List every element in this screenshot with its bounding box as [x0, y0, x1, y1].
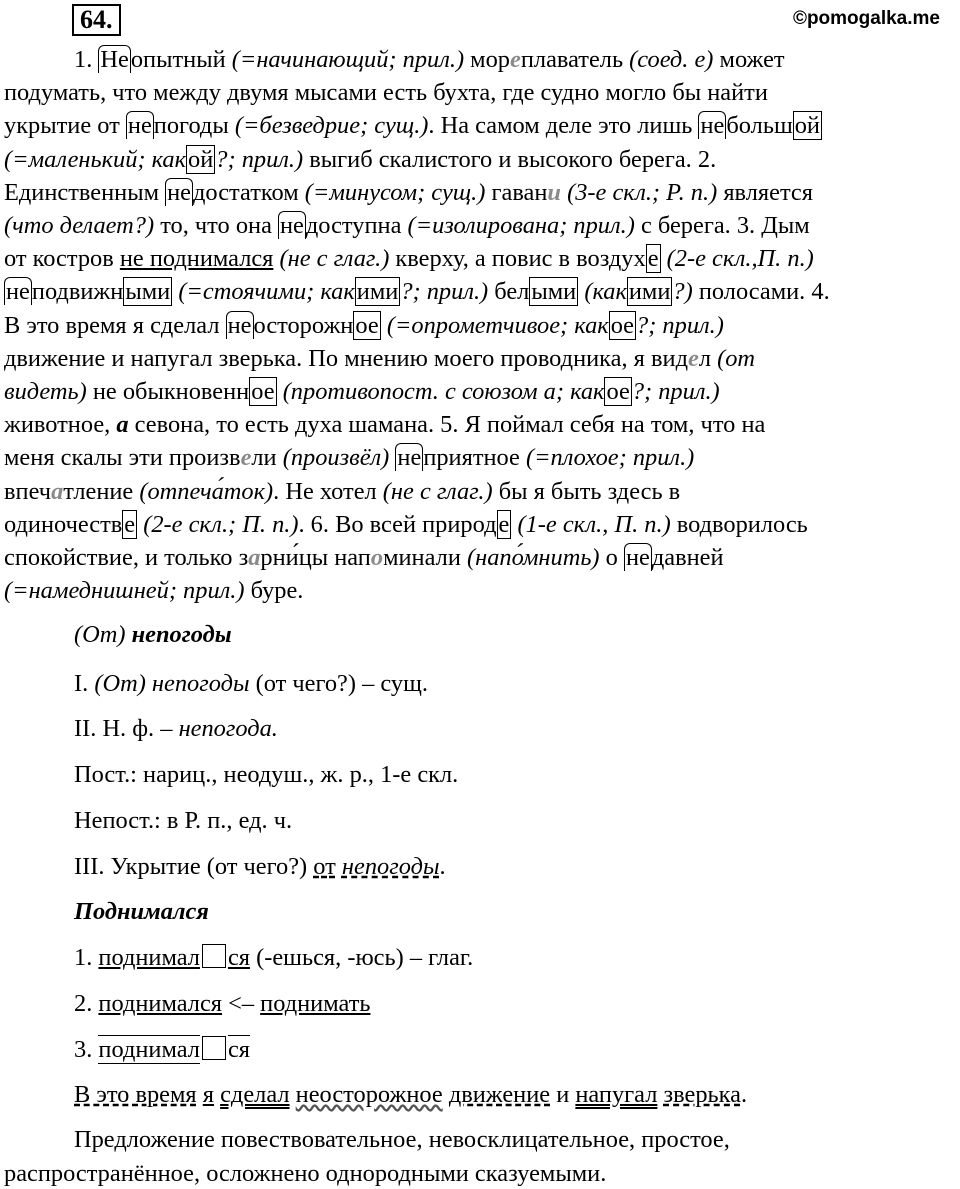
text-segment: укрытие от — [4, 112, 126, 140]
mark-g: ?; прил.) — [400, 278, 489, 306]
mark-g: (=плохое; прил.) — [525, 444, 695, 472]
text-segment: не обыкновенн — [86, 378, 250, 406]
text-segment: бел — [488, 278, 530, 306]
analysis1-heading-prefix: (От) — [74, 621, 126, 648]
analysis2-line2 — [74, 990, 370, 1018]
text-line — [4, 441, 952, 474]
analysis1-heading — [74, 621, 232, 649]
text-segment: л — [698, 344, 718, 372]
parsed-sentence — [74, 1081, 747, 1109]
object-1: движение — [448, 1081, 551, 1108]
a1l5-object: непогоды — [341, 853, 440, 880]
attribute-word: неосторожное — [295, 1081, 443, 1108]
text-segment: Единственным — [4, 178, 166, 206]
text-line — [4, 408, 952, 441]
text-line — [4, 375, 952, 408]
mark-box: ими — [356, 278, 399, 306]
mark-g: (=опрометчивое; как — [386, 311, 609, 339]
mark-g: (3-е скл.; Р. п.) — [567, 178, 718, 206]
mark-a: о — [370, 544, 384, 572]
text-line — [4, 342, 952, 375]
mark-g: (=стоячими; как — [178, 278, 355, 306]
exercise-number: 64. — [72, 4, 121, 36]
mark-arc: не — [6, 278, 30, 306]
mark-g: (=начинающий; прил.) — [231, 46, 465, 73]
a2l1-num: 1. — [74, 944, 93, 971]
text-segment: водворилось — [670, 510, 808, 538]
null-ending-box-2 — [202, 1036, 226, 1060]
text-line — [4, 508, 952, 541]
conclusion-line2: распространённое, осложнено однородными сказуемыми. — [4, 1160, 607, 1187]
text-segment: давней — [651, 544, 724, 572]
mark-g: ?) — [672, 278, 693, 306]
mark-g: ?; прил.) — [631, 378, 720, 406]
text-segment: с берега. 3. Дым — [634, 212, 810, 240]
mark-g: (=намеднишней; прил.) — [4, 577, 245, 605]
object-2: зверька — [663, 1081, 741, 1108]
mark-g: ?; прил.) — [215, 145, 304, 173]
text-segment: является — [717, 178, 813, 206]
mark-a: а — [248, 544, 261, 572]
a1l5-dot: . — [439, 853, 446, 880]
text-segment: погоды — [153, 112, 235, 140]
text-segment: севона, то есть духа шамана. 5. Я поймал себя на том, что на — [128, 411, 766, 439]
text-segment: движение и напугал зверька. По мнению моего проводника, я вид — [4, 344, 688, 372]
a1l2-italic: непогода. — [178, 715, 278, 742]
text-segment: рни́цы нап — [260, 544, 371, 572]
mark-g: (что делает?) — [4, 212, 155, 240]
text-segment: доступна — [305, 212, 408, 240]
mark-arc: не — [167, 178, 192, 206]
analysis1-line3: Пост.: нариц., неодуш., ж. р., 1-е скл. — [74, 761, 459, 788]
conclusion-line1: Предложение повествовательное, невосклицательное, простое, — [74, 1126, 730, 1153]
text-segment: кверху, а повис в воздух — [389, 245, 646, 273]
text-line — [4, 176, 952, 209]
mark-g: (1-е скл., П. п.) — [517, 510, 671, 538]
text-segment: достатком — [193, 178, 305, 206]
mark-g: (не с глаг.) — [279, 245, 390, 273]
mark-g: ?; прил.) — [636, 311, 724, 339]
mark-arc: не — [227, 311, 252, 339]
mark-box: ое — [606, 378, 630, 406]
mark-box: ое — [251, 378, 275, 406]
text-segment: буре. — [244, 577, 304, 605]
subject-word: я — [202, 1081, 214, 1108]
mark-g: (отпеча́ток) — [139, 477, 274, 505]
text-segment: выгиб скалистого и высокого берега. 2. — [303, 145, 717, 173]
mark-box: ой — [188, 145, 214, 173]
mark-arc: не — [127, 112, 152, 140]
text-segment: приятное — [423, 444, 526, 472]
page-header — [72, 4, 940, 38]
mark-box: ыми — [125, 278, 171, 306]
a2l2-word: поднимался — [98, 990, 222, 1017]
text-line — [4, 309, 952, 342]
text-segment: мор — [464, 46, 511, 73]
text-line — [4, 275, 952, 308]
text-segment: больш — [726, 112, 793, 140]
mark-g: (=безведрие; сущ.) — [234, 112, 429, 140]
mark-arc: не — [625, 544, 650, 572]
mark-g: (соед. е) — [629, 46, 714, 73]
mark-g: (произвёл) — [282, 444, 390, 472]
text-segment: . Не хотел — [273, 477, 383, 505]
a1l1-italic: (От) непогоды — [94, 670, 250, 697]
mark-box: е — [124, 510, 136, 538]
text-segment: подвижн — [31, 278, 124, 306]
predicate-1: сделал — [220, 1081, 290, 1108]
a1l1-rest: (от чего?) – сущ. — [255, 670, 428, 697]
mark-g: (не с глаг.) — [382, 477, 493, 505]
text-line — [4, 475, 952, 508]
annotated-paragraph — [4, 43, 952, 607]
text-segment: . 6. Во всей природ — [298, 510, 497, 538]
text-segment: 1. — [74, 46, 99, 73]
analysis1-line5 — [74, 853, 446, 881]
text-segment: меня скалы эти произв — [4, 444, 241, 472]
text-segment: от костров — [4, 245, 120, 273]
text-segment: . На самом деле это лишь — [428, 112, 699, 140]
a2l3-postfix: ся — [227, 1036, 250, 1063]
a1l1-num: I. — [74, 670, 89, 697]
mark-box: ое — [610, 311, 635, 339]
text-segment: В это время я сделал — [4, 311, 226, 339]
text-line — [4, 43, 952, 76]
mark-arc: не — [700, 112, 725, 140]
sentence-dot: . — [740, 1081, 748, 1108]
text-segment: ли — [251, 444, 283, 472]
analysis1-line1 — [74, 670, 428, 698]
a2l3-num: 3. — [74, 1036, 93, 1063]
analysis2-heading-word: Поднимался — [74, 898, 209, 925]
text-segment: может — [713, 46, 785, 73]
text-segment: полосами. 4. — [692, 278, 830, 306]
text-segment: животное, — [4, 411, 117, 439]
a1l5-preposition: от — [313, 853, 336, 880]
mark-box: ыми — [531, 278, 577, 306]
mark-arc: не — [397, 444, 422, 472]
text-segment: спокойствие, и только з — [4, 544, 249, 572]
mark-box: е — [647, 245, 659, 273]
mark-g: (противопост. с союзом а; как — [282, 378, 605, 406]
a2l1-rest: (-ешься, -юсь) – глаг. — [256, 944, 474, 971]
mark-a: а — [51, 477, 64, 505]
analysis1-heading-word: непогоды — [131, 621, 232, 648]
mark-arc: Не — [100, 46, 129, 73]
text-segment: бы я быть здесь в — [492, 477, 681, 505]
text-segment: то, что она — [154, 212, 278, 240]
mark-a: и — [547, 178, 561, 206]
text-segment: впеч — [4, 477, 52, 505]
a1l5-a: III. Укрытие (от чего?) — [74, 853, 308, 880]
text-line — [4, 109, 952, 142]
mark-a: е — [687, 344, 699, 372]
text-segment: о — [599, 544, 624, 572]
mark-box: е — [498, 510, 510, 538]
site-watermark: ©pomogalka.me — [792, 8, 940, 29]
text-segment: осторожн — [253, 311, 354, 339]
null-ending-box — [202, 944, 226, 968]
text-line — [4, 143, 952, 176]
text-segment: подумать, что между двумя мысами есть бухта, где судно могло бы найти — [4, 79, 768, 107]
a2l1-postfix: ся — [227, 944, 250, 971]
mark-g: видеть) — [4, 378, 87, 406]
text-segment: гаван — [485, 178, 548, 206]
mark-g: (от — [717, 344, 756, 372]
mark-a: е — [240, 444, 252, 472]
a2l3-stem: поднимал — [98, 1036, 200, 1063]
analysis2-line1 — [74, 944, 473, 972]
adverbial-phrase: В это время — [74, 1081, 197, 1108]
analysis1-line4: Непост.: в Р. п., ед. ч. — [74, 807, 293, 834]
text-segment: опытный — [130, 46, 232, 73]
mark-ul: не поднимался — [119, 245, 274, 273]
text-line — [4, 242, 952, 275]
predicate-2: напугал — [575, 1081, 658, 1108]
analysis1-line2 — [74, 715, 278, 743]
text-segment: одиночеств — [4, 510, 123, 538]
mark-box: ое — [355, 311, 379, 339]
mark-a: е — [510, 46, 521, 73]
mark-bi: а — [116, 411, 129, 439]
exercise-text — [4, 43, 952, 607]
text-segment: минали — [383, 544, 467, 572]
mark-g: (=изолирована; прил.) — [407, 212, 635, 240]
mark-box: ой — [794, 112, 820, 140]
mark-g: (как — [584, 278, 627, 306]
mark-g: (=минусом; сущ.) — [304, 178, 486, 206]
text-segment: тление — [63, 477, 140, 505]
a1l2-num: II. Н. ф. – — [74, 715, 173, 742]
conjunction: и — [556, 1081, 570, 1108]
derivation-arrow: <– — [228, 990, 255, 1017]
mark-box: ими — [628, 278, 671, 306]
analysis2-line3 — [74, 1036, 250, 1064]
text-line — [4, 574, 952, 607]
text-line — [4, 76, 952, 109]
a2l1-stem: поднимал — [98, 944, 200, 971]
mark-arc: не — [280, 212, 304, 240]
text-line — [4, 541, 952, 574]
mark-g: (=маленький; как — [4, 145, 187, 173]
mark-g: (2-е скл.; П. п.) — [143, 510, 299, 538]
mark-g: (напо́мнить) — [466, 544, 600, 572]
text-line — [4, 209, 952, 242]
a2l2-source-word: поднимать — [260, 990, 371, 1017]
text-segment: плаватель — [520, 46, 630, 73]
mark-g: (2-е скл.,П. п.) — [666, 245, 814, 273]
a2l2-num: 2. — [74, 990, 93, 1017]
analysis2-heading — [74, 898, 209, 926]
